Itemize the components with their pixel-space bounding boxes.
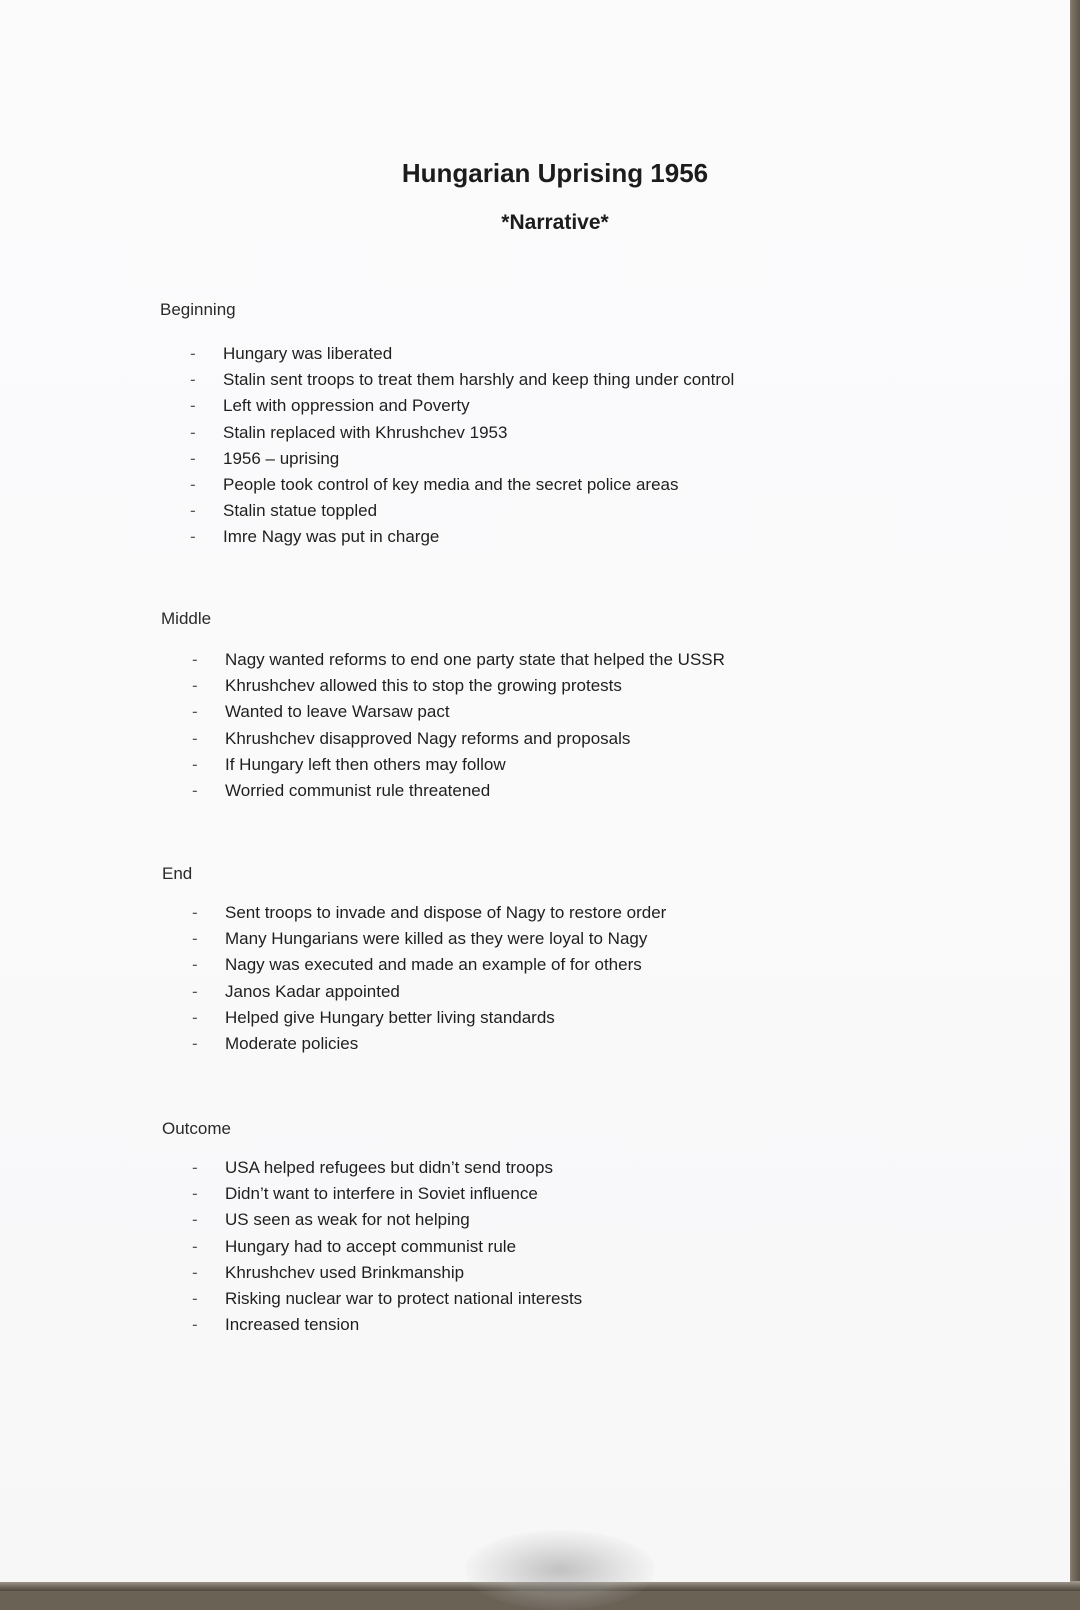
- bullet-dash: -: [190, 501, 196, 521]
- list-item-text: Nagy wanted reforms to end one party state that helped the USSR: [225, 650, 725, 669]
- bullet-dash: -: [190, 448, 196, 468]
- list-item: [192, 926, 666, 952]
- list-item: [192, 726, 725, 752]
- bullet-dash: -: [192, 676, 198, 696]
- list-item-text: Hungary had to accept communist rule: [225, 1236, 517, 1256]
- bullet-dash: -: [192, 1007, 198, 1027]
- list-item-text: Hungary was liberated: [223, 344, 393, 363]
- section-heading-outcome: Outcome: [162, 1119, 231, 1138]
- bullet-dash: -: [192, 1184, 198, 1204]
- list-item-text: Stalin sent troops to treat them harshly and keep thing under control: [223, 370, 735, 390]
- bullet-dash: -: [192, 1236, 198, 1256]
- list-item: [192, 1312, 582, 1338]
- list-item-text: US seen as weak for not helping: [225, 1210, 470, 1230]
- list-item: [190, 367, 734, 393]
- bullet-list-end: [192, 900, 666, 1057]
- list-item: [192, 1286, 582, 1312]
- bullet-dash: -: [190, 474, 196, 494]
- list-item: [192, 673, 725, 699]
- list-item: [190, 472, 734, 498]
- bullet-dash: -: [192, 728, 198, 748]
- list-item: [192, 1234, 582, 1260]
- list-item-text: Increased tension: [225, 1315, 360, 1335]
- list-item-text: USA helped refugees but didn’t send troops: [225, 1158, 553, 1177]
- list-item: [190, 420, 734, 446]
- list-item: [192, 752, 725, 778]
- list-item: [190, 498, 734, 524]
- list-item-text: Nagy was executed and made an example of for others: [225, 955, 642, 975]
- bullet-dash: -: [192, 780, 198, 800]
- list-item-text: Khrushchev used Brinkmanship: [225, 1262, 465, 1282]
- list-item-text: 1956 – uprising: [223, 448, 340, 468]
- list-item-text: Imre Nagy was put in charge: [223, 527, 440, 547]
- bullet-dash: -: [192, 754, 198, 774]
- list-item: [192, 1005, 666, 1031]
- bullet-dash: -: [190, 527, 196, 547]
- list-item: [192, 1260, 582, 1286]
- bullet-list-middle: [192, 647, 725, 804]
- list-item-text: If Hungary left then others may follow: [225, 754, 506, 774]
- bullet-list-outcome: [192, 1155, 582, 1338]
- list-item-text: Moderate policies: [225, 1033, 359, 1053]
- list-item: [190, 524, 734, 550]
- bullet-dash: -: [190, 422, 196, 442]
- bullet-dash: -: [192, 1158, 198, 1177]
- list-item-text: Wanted to leave Warsaw pact: [225, 702, 450, 722]
- list-item: [192, 647, 725, 673]
- section-heading-beginning: Beginning: [160, 300, 236, 319]
- list-item-text: Sent troops to invade and dispose of Nagy to restore order: [225, 903, 667, 922]
- bullet-dash: -: [190, 370, 196, 390]
- list-item: [192, 1155, 582, 1181]
- bullet-dash: -: [192, 981, 198, 1001]
- list-item-text: People took control of key media and the secret police areas: [223, 474, 679, 494]
- bullet-dash: -: [192, 1262, 198, 1282]
- list-item-text: Janos Kadar appointed: [225, 981, 400, 1001]
- page-title: Hungarian Uprising 1956: [401, 158, 709, 188]
- bullet-dash: -: [192, 903, 198, 922]
- list-item-text: Helped give Hungary better living standards: [225, 1007, 555, 1027]
- section-heading-middle: Middle: [161, 609, 212, 628]
- bullet-dash: -: [192, 650, 198, 669]
- finger-shadow: [465, 1530, 655, 1610]
- bullet-dash: -: [192, 1210, 198, 1230]
- section-heading-end: End: [162, 864, 193, 883]
- list-item: [192, 1031, 666, 1057]
- list-item: [192, 778, 725, 804]
- bullet-dash: -: [192, 1033, 198, 1053]
- list-item-text: Stalin replaced with Khrushchev 1953: [223, 422, 508, 442]
- bullet-dash: -: [192, 1288, 198, 1308]
- list-item: [192, 952, 666, 978]
- bullet-dash: -: [192, 702, 198, 722]
- bullet-dash: -: [192, 955, 198, 975]
- list-item: [190, 393, 734, 419]
- bullet-dash: -: [192, 1315, 198, 1335]
- list-item-text: Risking nuclear war to protect national interests: [225, 1288, 583, 1308]
- bullet-list-beginning: [190, 341, 734, 551]
- bullet-dash: -: [190, 396, 196, 416]
- bullet-dash: -: [192, 929, 198, 949]
- list-item: [192, 900, 666, 926]
- page-subtitle: *Narrative*: [501, 211, 609, 234]
- list-item-text: Didn’t want to interfere in Soviet influence: [225, 1184, 538, 1204]
- list-item: [192, 979, 666, 1005]
- list-item: [192, 699, 725, 725]
- list-item-text: Left with oppression and Poverty: [223, 396, 470, 416]
- list-item-text: Worried communist rule threatened: [225, 780, 491, 800]
- list-item-text: Many Hungarians were killed as they were loyal to Nagy: [225, 929, 648, 949]
- list-item: [190, 446, 734, 472]
- bullet-dash: -: [190, 344, 196, 363]
- list-item: [192, 1207, 582, 1233]
- list-item-text: Khrushchev disapproved Nagy reforms and proposals: [225, 728, 631, 748]
- list-item: [192, 1181, 582, 1207]
- list-item: [190, 341, 734, 367]
- list-item-text: Khrushchev allowed this to stop the growing protests: [225, 676, 622, 696]
- list-item-text: Stalin statue toppled: [223, 501, 378, 521]
